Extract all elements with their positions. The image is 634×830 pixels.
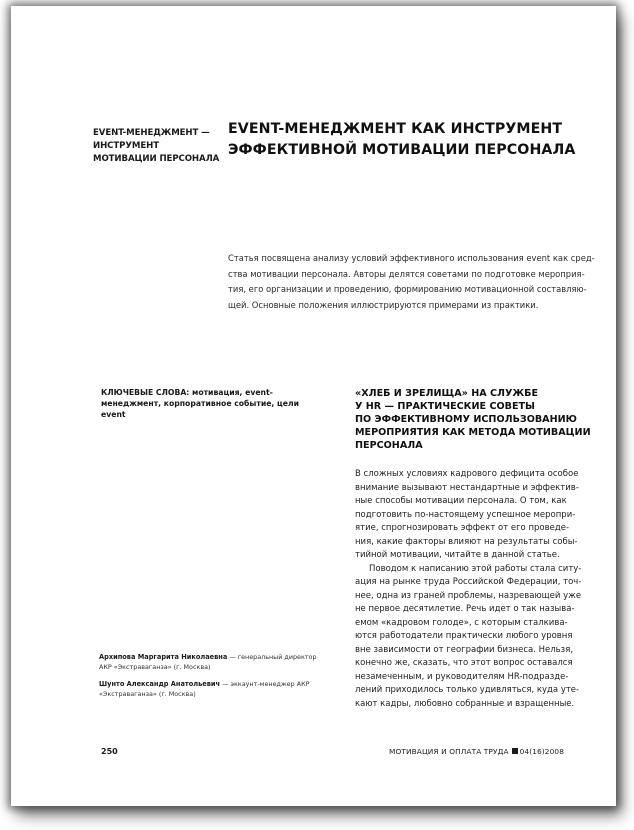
article-lead <box>228 251 596 314</box>
page-number: 250 <box>101 747 118 756</box>
author-role: — генеральный директор АКР «Экстраваганза» (г. Москва) <box>99 653 317 671</box>
body-line: емом «кадровом голоде», с которым сталкива- <box>355 617 568 628</box>
lead-line: Статья посвящена анализу условий эффективного использования event как сред- <box>228 253 595 263</box>
body-line: ация на рынке труда Российской Федерации, точ- <box>355 577 582 587</box>
square-separator-icon <box>512 748 518 754</box>
article-title: EVENT-МЕНЕДЖМЕНТ КАК ИНСТРУМЕНТ ЭФФЕКТИВНОЙ МОТИВАЦИИ ПЕРСОНАЛА <box>228 121 576 158</box>
keywords-block <box>101 387 326 420</box>
lead-line: ства мотивации персонала. Авторы делятся советами по подготовке мероприя- <box>228 268 585 279</box>
issue-number: 04(16)2008 <box>519 747 564 756</box>
body-line: Поводом к написанию этой работы стала ситу- <box>369 563 582 574</box>
subheading-line: ПЕРСОНАЛА <box>355 440 423 451</box>
body-line: В сложных условиях кадрового дефицита особое <box>355 469 579 479</box>
body-line: тийной мотивации, читайте в данной статье. <box>355 550 560 560</box>
keywords-text: мотивация, event-менеджмент, корпоративное событие, цели event <box>101 388 299 419</box>
body-line: лений приходилось только удивляться, куда уте- <box>355 685 580 695</box>
body-line: подготовить по-настоящему успешное меропри- <box>355 509 576 520</box>
author-name: Архипова Маргарита Николаевна <box>99 653 228 661</box>
body-line: нее, одна из граней проблемы, назревающей уже <box>355 590 582 601</box>
subheading-line: «ХЛЕБ И ЗРЕЛИЩА» НА СЛУЖБЕ <box>355 388 539 399</box>
body-line: вне зависимости от географии бизнеса. Нельзя, <box>355 644 574 655</box>
subheading-line: ПО ЭФФЕКТИВНОМУ ИСПОЛЬЗОВАНИЮ <box>355 414 577 425</box>
lead-line: щей. Основные положения иллюстрируются примерами из практики. <box>228 300 539 311</box>
body-line: конечно же, сказать, что этот вопрос оставался <box>355 658 573 668</box>
author-info <box>99 652 324 672</box>
journal-name: МОТИВАЦИЯ И ОПЛАТА ТРУДА <box>389 747 509 756</box>
body-line: ния, какие факторы влияют на результаты собы- <box>355 536 578 547</box>
body-line: незамеченным, и руководителям HR-подразде- <box>355 671 569 682</box>
author-info <box>99 679 324 699</box>
author-name: Шунто Александр Анатольевич <box>99 680 221 688</box>
section-subheading <box>355 387 605 452</box>
keywords-label: КЛЮЧЕВЫЕ СЛОВА: <box>101 388 190 397</box>
subheading-line: У HR — ПРАКТИЧЕСКИЕ СОВЕТЫ <box>355 401 535 412</box>
section-rubric: EVENT-МЕНЕДЖМЕНТ — ИНСТРУМЕНТ МОТИВАЦИИ ПЕРСОНАЛА <box>93 128 220 164</box>
author-role: — эккаунт-менеджер АКР «Экстраваганза» (г. Москва) <box>99 680 310 698</box>
body-line: ются работодатели практически любого уровня <box>355 631 573 641</box>
body-line: ятие, спрогнозировать эффект от его проведе- <box>355 523 570 533</box>
body-line: не первое десятилетие. Речь идет о так называ- <box>355 604 575 614</box>
lead-line: тия, его организации и проведению, формированию мотивационной составляю- <box>228 284 587 295</box>
article-body <box>355 468 610 711</box>
body-line: кают кадры, любовно собранные и взращенные. <box>355 698 575 709</box>
body-line: ные способы мотивации персонала. О том, как <box>355 496 567 506</box>
body-line: внимание вызывают нестандартные и эффектив- <box>355 482 579 493</box>
journal-page <box>11 6 616 806</box>
subheading-line: МЕРОПРИЯТИЯ КАК МЕТОДА МОТИВАЦИИ <box>355 427 591 438</box>
running-footer <box>389 747 564 756</box>
